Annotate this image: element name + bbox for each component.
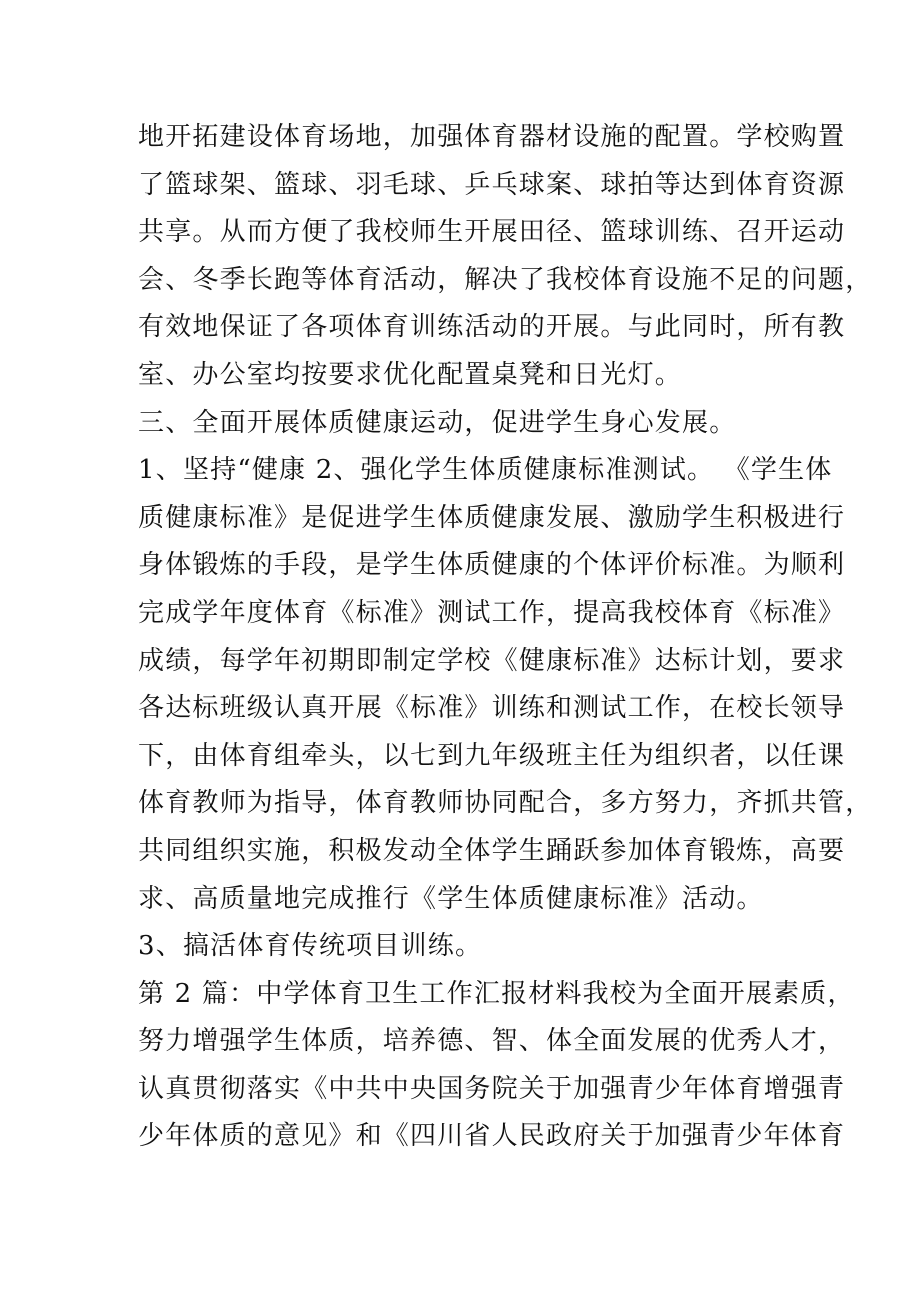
text-line-3: 共享。从而方便了我校师生开展田径、篮球训练、召开运动 [138,217,846,248]
text-line-16: 共同组织实施，积极发动全体学生踊跃参加体育锻炼，高要 [138,835,846,866]
section-heading-3: 三、全面开展体质健康运动，促进学生身心发展。 [138,407,737,438]
text-line-4: 会、冬季长跑等体育活动，解决了我校体育设施不足的问题， [138,264,873,295]
text-line-10: 身体锻炼的手段，是学生体质健康的个体评价标准。为顺利 [138,550,846,581]
text-line-22: 少年体质的意见》和《四川省人民政府关于加强青少年体育 [138,1121,846,1152]
document-body [138,114,873,1161]
text-line-12: 成绩，每学年初期即制定学校《健康标准》达标计划，要求 [138,645,846,676]
text-line-20: 努力增强学生体质，培养德、智、体全面发展的优秀人才， [138,1026,846,1057]
text-line-13: 各达标班级认真开展《标准》训练和测试工作，在校长领导 [138,693,846,724]
article-2-heading: 第 2 篇：中学体育卫生工作汇报材料我校为全面开展素质， [138,978,855,1009]
text-line-21: 认真贯彻落实《中共中央国务院关于加强青少年体育增强青 [138,1073,846,1104]
text-line-11: 完成学年度体育《标准》测试工作，提高我校体育《标准》 [138,597,846,628]
text-line-14: 下，由体育组牵头，以七到九年级班主任为组织者，以任课 [138,740,846,771]
text-line-1: 地开拓建设体育场地，加强体育器材设施的配置。学校购置 [138,122,846,152]
text-line-6: 室、办公室均按要求优化配置桌凳和日光灯。 [138,359,683,390]
subheading-3: 3、搞活体育传统项目训练。 [138,931,483,962]
text-line-15: 体育教师为指导，体育教师协同配合，多方努力，齐抓共管， [138,788,873,819]
text-line-17: 求、高质量地完成推行《学生体质健康标准》活动。 [138,883,764,914]
text-line-5: 有效地保证了各项体育训练活动的开展。与此同时，所有教 [138,312,846,343]
text-line-2: 了篮球架、篮球、羽毛球、乒乓球案、球拍等达到体育资源 [138,169,846,200]
text-line-8: 1、坚持“健康 2、强化学生体质健康标准测试。 《学生体 [138,455,833,486]
text-line-9: 质健康标准》是促进学生体质健康发展、激励学生积极进行 [138,502,846,533]
